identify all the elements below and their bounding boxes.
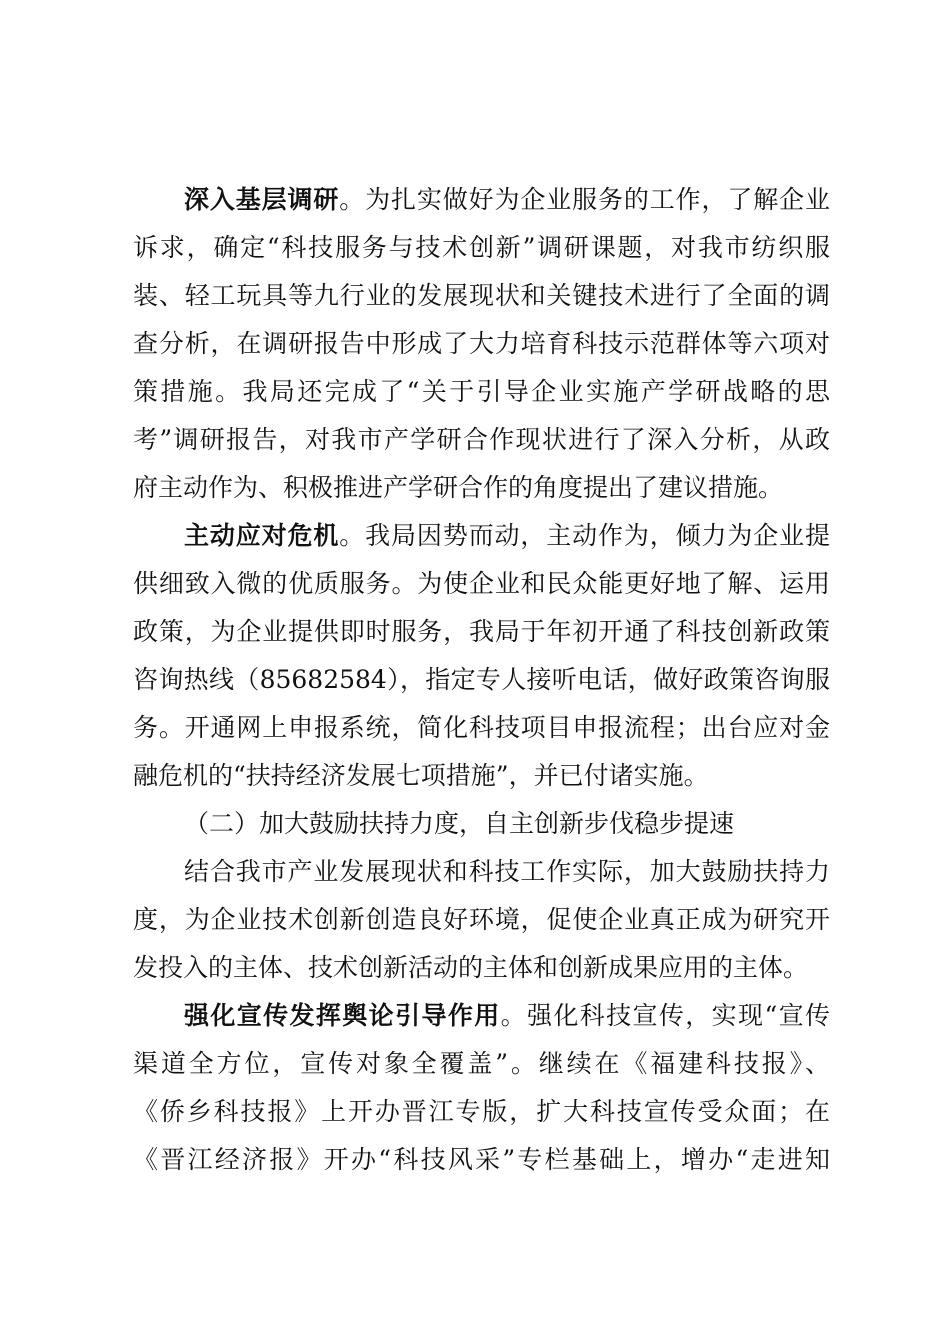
p1-line-1 <box>184 180 830 220</box>
p4-line-4: 《晋江经济报》开办“科技风采”专栏基础上，增办“走进知 <box>133 1145 830 1174</box>
p2-line-2: 供细致入微的优质服务。为使企业和民众能更好地了解、运用 <box>133 569 830 598</box>
p1-line-2: 诉求，确定“科技服务与技术创新”调研课题，对我市纺织服 <box>133 233 830 262</box>
p1-line-4: 查分析，在调研报告中形成了大力培育科技示范群体等六项对 <box>133 329 830 358</box>
p4-line-1 <box>184 996 830 1036</box>
p4-bold-lead: 强化宣传发挥舆论引导作用 <box>184 1001 501 1030</box>
p1-line-1-text: 。为扎实做好为企业服务的工作，了解企业 <box>339 185 830 214</box>
p2-line-1-text: 。我局因势而动，主动作为，倾力为企业提 <box>339 521 830 550</box>
p2-line-4: 咨询热线（85682584），指定专人接听电话，做好政策咨询服 <box>133 665 830 694</box>
p4-line-2: 渠道全方位，宣传对象全覆盖”。继续在《福建科技报》、 <box>133 1049 830 1078</box>
p1-line-7: 府主动作为、积极推进产学研合作的角度提出了建议措施。 <box>133 473 784 502</box>
p4-line-3: 《侨乡科技报》上开办晋江专版，扩大科技宣传受众面；在 <box>133 1097 830 1126</box>
p3-line-1: 结合我市产业发展现状和科技工作实际，加大鼓励扶持力 <box>184 857 830 886</box>
p2-bold-lead: 主动应对危机 <box>184 521 340 550</box>
p1-line-5: 策措施。我局还完成了“关于引导企业实施产学研战略的思 <box>133 377 830 406</box>
section-heading: （二）加大鼓励扶持力度，自主创新步伐稳步提速 <box>184 809 735 838</box>
p4-line-1-text: 。强化科技宣传，实现“宣传 <box>500 1001 830 1030</box>
p1-bold-lead: 深入基层调研 <box>184 185 340 214</box>
p2-line-5: 务。开通网上申报系统，简化科技项目申报流程；出台应对金 <box>133 713 830 742</box>
p3-line-3: 发投入的主体、技术创新活动的主体和创新成果应用的主体。 <box>133 953 809 982</box>
p1-line-6: 考”调研报告，对我市产学研合作现状进行了深入分析，从政 <box>133 425 830 454</box>
p2-line-3: 政策，为企业提供即时服务，我局于年初开通了科技创新政策 <box>133 617 830 646</box>
p3-line-2: 度，为企业技术创新创造良好环境，促使企业真正成为研究开 <box>133 905 830 934</box>
p2-line-1 <box>184 516 830 556</box>
p1-line-3: 装、轻工玩具等九行业的发展现状和关键技术进行了全面的调 <box>133 281 830 310</box>
p2-line-6: 融危机的“扶持经济发展七项措施”，并已付诸实施。 <box>133 761 709 790</box>
